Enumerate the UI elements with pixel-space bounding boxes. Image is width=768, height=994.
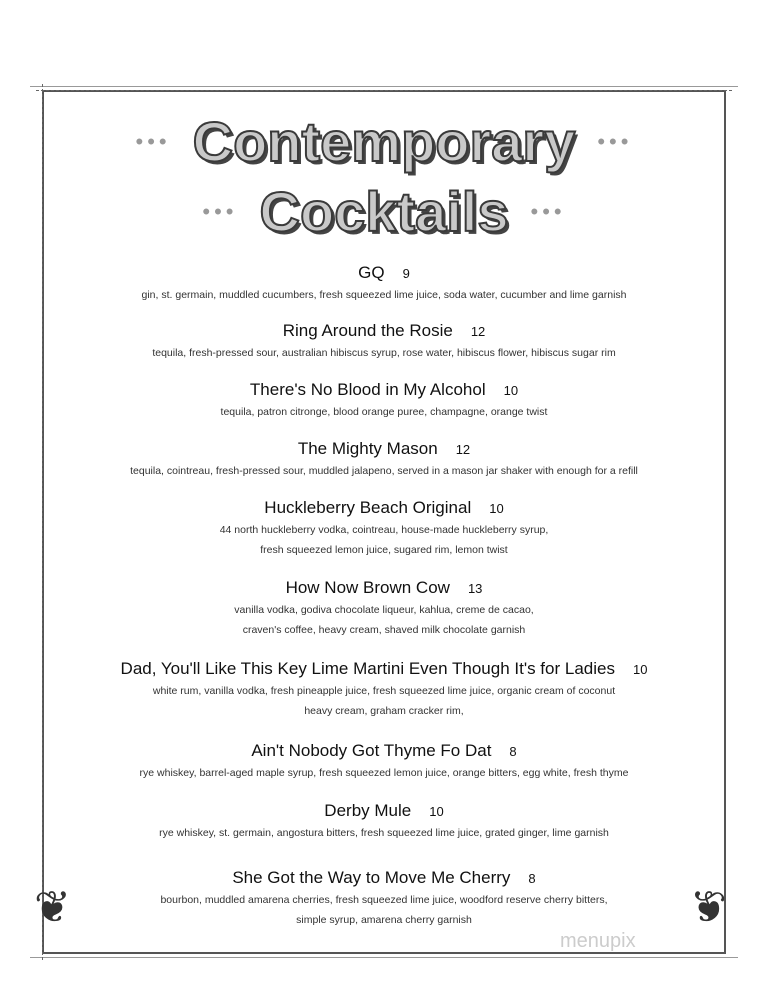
item-name-line: [50, 262, 718, 285]
item-description: rye whiskey, st. germain, angostura bitters, fresh squeezed lime juice, grated ginger, lime garnish: [159, 827, 609, 839]
item-name-line: [50, 740, 718, 763]
item-description: tequila, cointreau, fresh-pressed sour, muddled jalapeno, served in a mason jar shaker with enough for a refill: [130, 465, 638, 477]
menu-item: [50, 497, 718, 560]
menu-item: [50, 577, 718, 640]
menu-title-line1: Contemporary: [192, 110, 576, 173]
item-price: 10: [489, 501, 504, 516]
dots-left-1: •••: [135, 129, 171, 154]
title-row-2: [0, 180, 768, 244]
item-price: 10: [632, 662, 648, 677]
dots-right-2: •••: [530, 199, 566, 224]
item-name: GQ: [358, 263, 385, 282]
menu-item: [50, 262, 718, 305]
item-name-line: [50, 497, 718, 520]
item-name: There's No Blood in My Alcohol: [249, 380, 486, 399]
item-description: craven's coffee, heavy cream, shaved milk chocolate garnish: [242, 624, 526, 636]
menu-item: [50, 800, 718, 843]
item-price: 9: [402, 266, 410, 281]
item-price: 10: [503, 383, 519, 398]
item-description: 44 north huckleberry vodka, cointreau, house-made huckleberry syrup,: [219, 524, 549, 536]
item-name-line: [50, 577, 718, 600]
menu-item: [50, 740, 718, 783]
item-name-line: [50, 438, 718, 461]
title-row-1: [0, 110, 768, 174]
item-name-line: [50, 379, 718, 402]
item-name: She Got the Way to Move Me Cherry: [232, 868, 511, 887]
item-name: How Now Brown Cow: [285, 578, 450, 597]
item-name: Ain't Nobody Got Thyme Fo Dat: [251, 741, 492, 760]
menu-item: [50, 438, 718, 481]
item-name-line: [50, 320, 718, 343]
item-name-line: [50, 658, 718, 681]
item-price: 12: [470, 324, 486, 339]
item-description: gin, st. germain, muddled cucumbers, fresh squeezed lime juice, soda water, cucumber and lime garnish: [141, 289, 627, 301]
item-description: tequila, patron citronge, blood orange puree, champagne, orange twist: [220, 406, 548, 418]
item-name: Derby Mule: [324, 801, 412, 820]
item-name: Huckleberry Beach Original: [264, 498, 472, 517]
item-description: white rum, vanilla vodka, fresh pineapple juice, fresh squeezed lime juice, organic cream of coconut: [152, 685, 616, 697]
item-price: 13: [467, 581, 483, 596]
menu-item: [50, 320, 718, 363]
item-name: Ring Around the Rosie: [282, 321, 453, 340]
item-price: 10: [429, 804, 444, 819]
item-name: Dad, You'll Like This Key Lime Martini Even Though It's for Ladies: [120, 659, 615, 678]
item-name-line: [50, 867, 718, 890]
item-description: heavy cream, graham cracker rim,: [304, 705, 464, 717]
item-description: rye whiskey, barrel-aged maple syrup, fresh squeezed lemon juice, orange bitters, egg white, fresh thyme: [139, 767, 629, 779]
item-price: 12: [455, 442, 471, 457]
item-description: bourbon, muddled amarena cherries, fresh squeezed lime juice, woodford reserve cherry bitters,: [160, 894, 608, 906]
item-description: simple syrup, amarena cherry garnish: [296, 914, 472, 926]
scroll-ornament-left-icon: ❦: [34, 883, 71, 932]
menu-item: [50, 658, 718, 721]
menu-item: [50, 379, 718, 422]
watermark: menupix: [560, 930, 636, 952]
item-description: vanilla vodka, godiva chocolate liqueur, kahlua, creme de cacao,: [234, 604, 534, 616]
item-name: The Mighty Mason: [297, 439, 438, 458]
item-description: fresh squeezed lemon juice, sugared rim, lemon twist: [260, 544, 508, 556]
item-price: 8: [509, 744, 517, 759]
menu-item: [50, 867, 718, 930]
dots-right-1: •••: [597, 129, 633, 154]
item-name-line: [50, 800, 718, 823]
scroll-ornament-right-icon: ❦: [690, 883, 727, 932]
item-description: tequila, fresh-pressed sour, australian hibiscus syrup, rose water, hibiscus flower, hibiscus sugar rim: [152, 347, 616, 359]
menu-title-line2: Cocktails: [259, 180, 509, 243]
dots-left-2: •••: [202, 199, 238, 224]
item-price: 8: [528, 871, 536, 886]
